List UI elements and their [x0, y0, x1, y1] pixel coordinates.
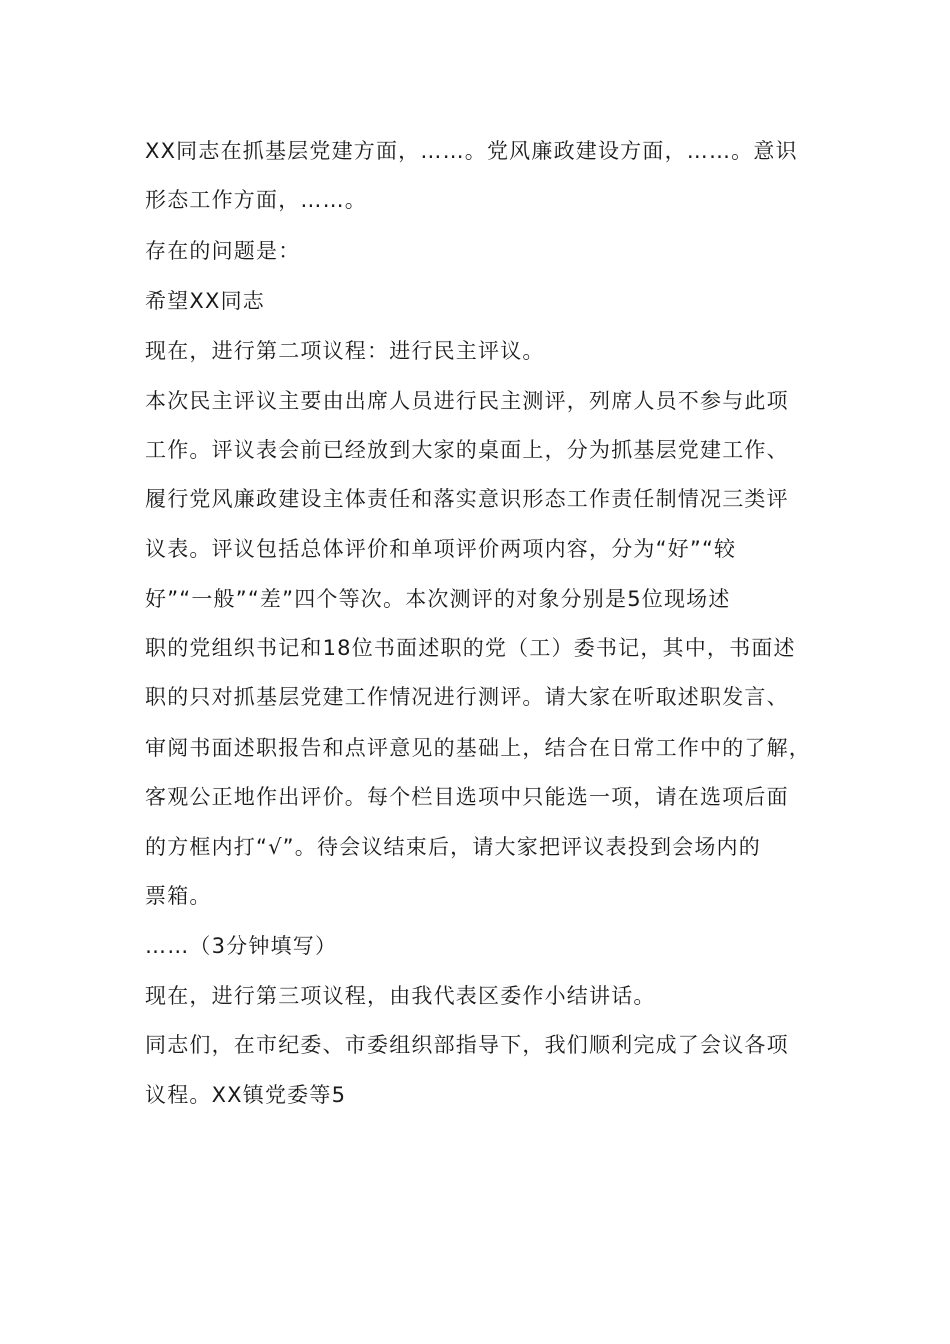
text-line: 客观公正地作出评价。每个栏目选项中只能选一项，请在选项后面: [145, 785, 789, 809]
text-line: 审阅书面述职报告和点评意见的基础上，结合在日常工作中的了解，: [145, 736, 811, 760]
text-line: 履行党风廉政建设主体责任和落实意识形态工作责任制情况三类评: [145, 487, 789, 511]
text-line: 的方框内打“√”。待会议结束后，请大家把评议表投到会场内的: [145, 835, 761, 859]
text-line: 现在，进行第三项议程，由我代表区委作小结讲话。: [145, 984, 656, 1008]
text-line: 票箱。: [145, 884, 212, 908]
text-line: 职的只对抓基层党建工作情况进行测评。请大家在听取述职发言、: [145, 685, 789, 709]
text-line: 职的党组织书记和18位书面述职的党（工）委书记，其中，书面述: [145, 636, 796, 660]
text-line: 形态工作方面，……。: [145, 188, 367, 212]
text-line: 同志们，在市纪委、市委组织部指导下，我们顺利完成了会议各项: [145, 1033, 789, 1057]
text-line: 本次民主评议主要由出席人员进行民主测评，列席人员不参与此项: [145, 389, 789, 413]
text-line: 存在的问题是：: [145, 239, 301, 263]
text-line: 希望XX同志: [145, 289, 265, 313]
text-line: XX同志在抓基层党建方面，……。党风廉政建设方面，……。意识: [145, 139, 798, 163]
text-line: ……（3分钟填写）: [145, 934, 338, 958]
text-line: 好”“一般”“差”四个等次。本次测评的对象分别是5位现场述: [145, 587, 731, 611]
text-line: 工作。评议表会前已经放到大家的桌面上，分为抓基层党建工作、: [145, 438, 789, 462]
text-line: 议程。XX镇党委等5: [145, 1083, 347, 1107]
text-line: 议表。评议包括总体评价和单项评价两项内容，分为“好”“较: [145, 537, 737, 561]
text-line: 现在，进行第二项议程：进行民主评议。: [145, 339, 545, 363]
